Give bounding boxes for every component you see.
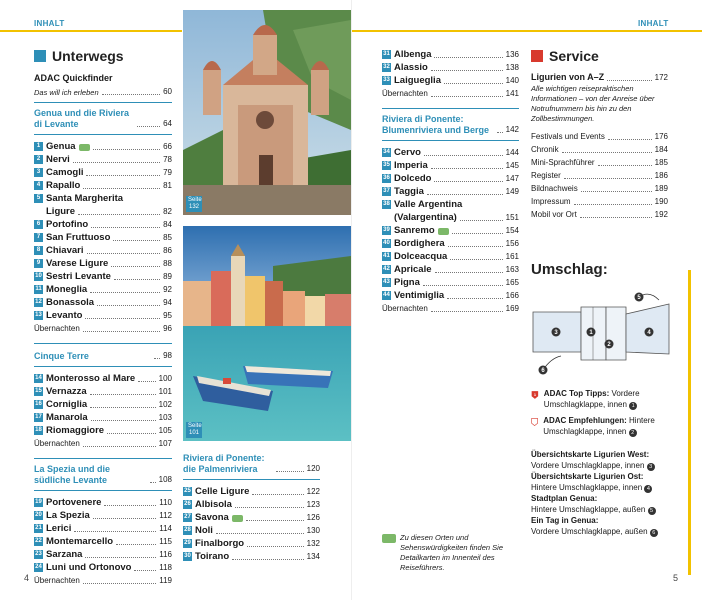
diagram-marker <box>605 340 614 349</box>
list-item[interactable] <box>34 218 172 231</box>
list-item[interactable] <box>34 244 172 257</box>
ponente-items <box>183 485 320 563</box>
page-ref: 154 <box>505 226 519 235</box>
list-item[interactable] <box>382 61 519 74</box>
item-name: Mini-Sprachführer <box>531 158 595 167</box>
item-name: Albenga <box>394 49 432 60</box>
location-number: 32 <box>383 64 390 70</box>
item-name: Impressum <box>531 197 571 206</box>
diagram-marker <box>539 366 548 375</box>
location-number: 14 <box>35 375 42 381</box>
column-blumen <box>382 48 519 573</box>
location-number: 10 <box>35 273 42 279</box>
detail-map-icon <box>382 534 396 543</box>
list-item[interactable] <box>34 296 172 309</box>
location-number: 9 <box>34 259 43 268</box>
page-ref: 84 <box>163 220 172 229</box>
item-name: Noli <box>195 525 213 536</box>
page-ref: 96 <box>163 324 172 333</box>
list-item[interactable] <box>531 169 668 182</box>
page-ref: 186 <box>654 171 668 180</box>
location-number: 15 <box>35 388 42 394</box>
list-item[interactable] <box>382 289 519 302</box>
location-number: 19 <box>35 499 42 505</box>
location-number: 4 <box>34 181 43 190</box>
location-number: 24 <box>35 564 42 570</box>
page-ref: 115 <box>159 537 172 546</box>
photo-page-badge: Seite 101 <box>188 423 202 436</box>
list-item[interactable] <box>183 550 320 563</box>
overnight-row: Übernachten 169 <box>382 304 519 313</box>
location-number: 22 <box>35 538 42 544</box>
page-ref: 86 <box>163 246 172 255</box>
ref-badge: 5 <box>648 507 656 515</box>
item-name: Montemarcello <box>46 536 114 547</box>
group-head[interactable]: Genua und die Riviera di Levante 64 <box>34 108 172 129</box>
page-gutter <box>351 0 352 600</box>
page-ref: 184 <box>654 145 668 154</box>
umschlag-refs <box>531 449 668 537</box>
page-ref: 95 <box>163 311 172 320</box>
overnight-label: Übernachten <box>34 576 80 585</box>
overnight-row[interactable] <box>34 574 172 587</box>
location-number: 16 <box>35 401 42 407</box>
page-ref: 176 <box>654 132 668 141</box>
cover-reference: Übersichtskarte Ligurien Ost: Hintere Umschlagklappe, innen 4 <box>531 471 668 493</box>
item-name: Camogli <box>46 167 84 178</box>
location-number: 6 <box>34 220 43 229</box>
location-number: 35 <box>383 162 390 168</box>
group-head-blumen: Riviera di Ponente: Blumenriviera und Berge 142 <box>382 114 519 135</box>
list-item[interactable] <box>34 166 172 179</box>
item-name: Varese Ligure <box>46 258 109 269</box>
ref-badge: 2 <box>629 429 637 437</box>
list-item[interactable] <box>531 208 668 221</box>
page-ref: 192 <box>654 210 668 219</box>
header-label-right: INHALT <box>638 19 669 28</box>
blue-square-icon <box>34 50 46 62</box>
svg-text:3: 3 <box>554 330 558 337</box>
group-head-ponente: Riviera di Ponente: die Palmenriviera 120 <box>183 453 320 474</box>
item-name: Dolceacqua <box>394 251 448 262</box>
list-item[interactable] <box>34 309 172 322</box>
page-ref: 122 <box>306 487 320 496</box>
location-number: 30 <box>184 553 191 559</box>
item-name: Corniglia <box>46 399 88 410</box>
page-ref: 116 <box>159 550 172 559</box>
page-ref: 89 <box>163 272 172 281</box>
page-ref: 126 <box>306 513 320 522</box>
page-ref: 118 <box>159 563 172 572</box>
location-number: 38 <box>383 201 390 207</box>
ref-badge: 4 <box>644 485 652 493</box>
svg-text:1: 1 <box>589 330 593 337</box>
list-item[interactable] <box>382 237 519 250</box>
page-ref: 156 <box>505 239 519 248</box>
overnight-label: Übernachten <box>34 324 80 333</box>
page-ref: 60 <box>163 87 172 96</box>
item-name: San Fruttuoso <box>46 232 111 243</box>
list-item[interactable] <box>34 257 172 270</box>
location-number: 11 <box>35 286 42 292</box>
photo-church-portofino <box>183 10 351 215</box>
page-ref: 166 <box>505 291 519 300</box>
unterwegs-groups <box>34 108 172 587</box>
overnight-row: Übernachten 141 <box>382 89 519 98</box>
item-name: Lerici <box>46 523 72 534</box>
page-number-left: 4 <box>24 573 30 583</box>
cover-reference: Stadtplan Genua: Hintere Umschlagklappe, außen 5 <box>531 493 668 515</box>
photo-cinque-terre-harbor <box>183 226 351 441</box>
location-number: 37 <box>383 188 390 194</box>
item-name: Santa Margherita <box>46 193 124 204</box>
list-item[interactable] <box>531 182 668 195</box>
item-name: (Valargentina) <box>394 212 457 223</box>
location-number: 18 <box>35 427 42 433</box>
item-name: Laigueglia <box>394 75 441 86</box>
page-ref: 132 <box>306 539 320 548</box>
page-ref: 78 <box>163 155 172 164</box>
list-item[interactable] <box>34 385 172 398</box>
adac-top-tipps: 1 ADAC Top Tipps: Vordere Umschlagklappe, innen 1 <box>531 388 668 410</box>
page-ref: 110 <box>159 498 172 507</box>
item-name: Dolcedo <box>394 173 432 184</box>
page-ref: 140 <box>505 76 519 85</box>
page-ref: 138 <box>505 63 519 72</box>
item-name: Finalborgo <box>195 538 245 549</box>
ref-badge: 6 <box>650 529 658 537</box>
item-name: Alassio <box>394 62 428 73</box>
empfehlung-icon <box>531 415 538 429</box>
service-az: Ligurien von A–Z 172 Alle wichtigen reisepraktischen Informationen – von der Anreise über Notrufnummern bis hin zu den Zollbestimmungen. <box>531 72 668 123</box>
list-item[interactable] <box>34 205 172 218</box>
list-item[interactable] <box>183 485 320 498</box>
item-name: Portofino <box>46 219 89 230</box>
location-number: 17 <box>35 414 42 420</box>
list-item[interactable] <box>34 424 172 437</box>
cover-reference: Ein Tag in Genua: Vordere Umschlagklappe, außen 6 <box>531 515 668 537</box>
svg-text:2: 2 <box>607 342 611 349</box>
list-item[interactable] <box>34 283 172 296</box>
column-ponente <box>183 453 320 563</box>
item-name: Nervi <box>46 154 70 165</box>
list-item[interactable] <box>382 276 519 289</box>
page-ref: 85 <box>163 233 172 242</box>
item-name: Bordighera <box>394 238 445 249</box>
item-name: Moneglia <box>46 284 88 295</box>
list-item[interactable] <box>382 185 519 198</box>
page-ref: 190 <box>654 197 668 206</box>
list-item[interactable] <box>34 372 172 385</box>
item-name: Vernazza <box>46 386 87 397</box>
location-number: 28 <box>184 527 191 533</box>
location-number: 26 <box>184 501 191 507</box>
item-name: Mobil vor Ort <box>531 210 577 219</box>
detail-map-icon <box>79 144 90 151</box>
svg-text:6: 6 <box>541 368 545 375</box>
page-ref: 145 <box>505 161 519 170</box>
location-number: 43 <box>383 279 390 285</box>
column-unterwegs <box>34 48 172 587</box>
page-ref: 163 <box>505 265 519 274</box>
list-item[interactable] <box>183 511 320 524</box>
list-item[interactable] <box>382 48 519 61</box>
list-item[interactable] <box>382 146 519 159</box>
item-name: Chronik <box>531 145 559 154</box>
item-name: Sanremo <box>394 225 435 236</box>
header-label-left: INHALT <box>34 19 65 28</box>
quickfinder-sub: Das will ich erleben <box>34 88 99 97</box>
list-item[interactable] <box>34 140 172 153</box>
item-name: Chiavari <box>46 245 84 256</box>
item-name: Taggia <box>394 186 424 197</box>
list-item[interactable] <box>382 159 519 172</box>
col3-top-items <box>382 48 519 87</box>
item-name: Apricale <box>394 264 432 275</box>
page-ref: 101 <box>158 387 172 396</box>
page-ref: 165 <box>505 278 519 287</box>
page-ref: 82 <box>163 207 172 216</box>
location-number: 2 <box>34 155 43 164</box>
page-ref: 66 <box>163 142 172 151</box>
item-name: Luni und Ortonovo <box>46 562 132 573</box>
page-ref: 123 <box>306 500 320 509</box>
diagram-marker <box>635 293 644 302</box>
page-ref: 88 <box>163 259 172 268</box>
location-number: 31 <box>383 51 390 57</box>
item-name: Toirano <box>195 551 230 562</box>
group-head[interactable]: Cinque Terre 98 <box>34 351 172 361</box>
footnote: Zu diesen Orten und Sehenswürdigkeiten finden Sie Detailkarten im Innenteil des Reiseführers. <box>382 533 519 573</box>
svg-text:4: 4 <box>647 330 651 337</box>
list-item[interactable] <box>382 211 519 224</box>
quickfinder-label: ADAC Quickfinder <box>34 73 113 83</box>
detail-map-icon <box>232 515 243 522</box>
list-item[interactable] <box>183 498 320 511</box>
location-number: 34 <box>383 149 390 155</box>
ref-badge: 3 <box>647 463 655 471</box>
page-ref: 114 <box>159 524 172 533</box>
location-number: 42 <box>383 266 390 272</box>
location-number: 36 <box>383 175 390 181</box>
location-number: 20 <box>35 512 42 518</box>
page-ref: 112 <box>159 511 172 520</box>
list-item[interactable] <box>34 522 172 535</box>
umschlag-diagram <box>531 282 671 377</box>
page-ref: 161 <box>505 252 519 261</box>
location-number: 1 <box>34 142 43 151</box>
item-name: Bonassola <box>46 297 95 308</box>
section-title-unterwegs: Unterwegs <box>34 48 172 64</box>
location-number: 7 <box>34 233 43 242</box>
blumen-items <box>382 146 519 302</box>
page-number-right: 5 <box>673 573 679 583</box>
item-name: La Spezia <box>46 510 90 521</box>
group-head[interactable]: La Spezia und die südliche Levante 108 <box>34 464 172 485</box>
item-name: Register <box>531 171 561 180</box>
location-number: 23 <box>35 551 42 557</box>
overnight-row[interactable] <box>34 437 172 450</box>
list-item[interactable] <box>531 195 668 208</box>
page-ref: 147 <box>505 174 519 183</box>
item-name: Ligure <box>46 206 76 217</box>
page-ref: 151 <box>505 213 519 222</box>
list-item[interactable] <box>531 130 668 143</box>
page-ref: 189 <box>654 184 668 193</box>
location-number: 33 <box>383 77 390 83</box>
item-name: Valle Argentina <box>394 199 463 210</box>
item-name: Ventimiglia <box>394 290 445 301</box>
page-ref: 136 <box>505 50 519 59</box>
list-item[interactable] <box>34 153 172 166</box>
page-ref: 149 <box>505 187 519 196</box>
diagram-marker <box>587 328 596 337</box>
page-ref: 100 <box>158 374 172 383</box>
page-ref: 105 <box>158 426 172 435</box>
svg-text:5: 5 <box>637 295 641 302</box>
location-number: 13 <box>35 312 42 318</box>
item-name: Festivals und Events <box>531 132 605 141</box>
list-item[interactable] <box>34 548 172 561</box>
umschlag-section <box>531 261 668 537</box>
column-service <box>531 48 668 537</box>
location-number: 29 <box>184 540 191 546</box>
location-number: 44 <box>383 292 390 298</box>
location-number: 27 <box>184 514 191 520</box>
item-name: Levanto <box>46 310 83 321</box>
list-item[interactable] <box>34 231 172 244</box>
location-number: 40 <box>383 240 390 246</box>
location-number: 25 <box>184 488 191 494</box>
detail-map-icon <box>438 228 449 235</box>
top-tipp-icon <box>531 388 539 402</box>
location-number: 3 <box>34 168 43 177</box>
list-item[interactable] <box>183 524 320 537</box>
list-item[interactable] <box>382 172 519 185</box>
item-name: Celle Ligure <box>195 486 250 497</box>
ref-badge: 1 <box>629 402 637 410</box>
yellow-side-bar <box>688 270 691 575</box>
location-number: 21 <box>35 525 42 531</box>
item-name: Genua <box>46 141 76 152</box>
location-number: 5 <box>34 194 43 203</box>
list-item[interactable] <box>382 250 519 263</box>
list-item[interactable] <box>34 192 172 205</box>
page-ref: 185 <box>654 158 668 167</box>
page-ref: 92 <box>163 285 172 294</box>
page-ref: 144 <box>505 148 519 157</box>
item-name: Sarzana <box>46 549 83 560</box>
cover-reference: Übersichtskarte Ligurien West: Vordere Umschlagklappe, innen 3 <box>531 449 668 471</box>
location-number: 39 <box>383 227 390 233</box>
item-name: Riomaggiore <box>46 425 105 436</box>
list-item[interactable] <box>183 537 320 550</box>
list-item[interactable] <box>34 398 172 411</box>
item-name: Pigna <box>394 277 420 288</box>
list-item[interactable] <box>34 509 172 522</box>
header-rule-left <box>0 30 182 32</box>
quickfinder <box>34 72 172 98</box>
umschlag-title: Umschlag: <box>531 261 608 278</box>
item-name: Rapallo <box>46 180 81 191</box>
list-item[interactable] <box>34 535 172 548</box>
list-item[interactable] <box>382 74 519 87</box>
list-item[interactable] <box>382 263 519 276</box>
item-name: Portovenere <box>46 497 102 508</box>
service-items <box>531 130 668 221</box>
page-ref: 79 <box>163 168 172 177</box>
page-ref: 103 <box>158 413 172 422</box>
photo-page-badge: Seite 132 <box>188 197 202 210</box>
item-name: Bildnachweis <box>531 184 578 193</box>
list-item[interactable] <box>382 224 519 237</box>
overnight-label: Übernachten <box>34 439 80 448</box>
item-name: Cervo <box>394 147 421 158</box>
page-ref: 94 <box>163 298 172 307</box>
list-item[interactable] <box>382 198 519 211</box>
item-name: Albisola <box>195 499 232 510</box>
list-item[interactable] <box>34 496 172 509</box>
location-number: 8 <box>34 246 43 255</box>
page-ref: 130 <box>306 526 320 535</box>
overnight-row[interactable] <box>34 322 172 335</box>
section-title-service: Service <box>531 48 668 64</box>
diagram-marker <box>645 328 654 337</box>
item-name: Imperia <box>394 160 428 171</box>
item-name: Savona <box>195 512 229 523</box>
adac-empfehlungen: ADAC Empfehlungen: Hintere Umschlagklappe, innen 2 <box>531 415 668 437</box>
red-square-icon <box>531 50 543 62</box>
page-ref: 134 <box>306 552 320 561</box>
page-ref: 107 <box>158 439 172 448</box>
page-ref: 102 <box>158 400 172 409</box>
item-name: Manarola <box>46 412 88 423</box>
list-item[interactable] <box>34 411 172 424</box>
location-number: 12 <box>35 299 42 305</box>
item-name: Sestri Levante <box>46 271 111 282</box>
svg-text:1: 1 <box>533 391 536 397</box>
list-item[interactable] <box>34 179 172 192</box>
location-number: 41 <box>383 253 390 259</box>
list-item[interactable] <box>531 143 668 156</box>
item-name: Monterosso al Mare <box>46 373 136 384</box>
page-ref: 81 <box>163 181 172 190</box>
list-item[interactable] <box>34 561 172 574</box>
diagram-marker <box>552 328 561 337</box>
header-rule-right <box>352 30 702 32</box>
page-ref: 119 <box>159 576 172 585</box>
list-item[interactable] <box>531 156 668 169</box>
list-item[interactable] <box>34 270 172 283</box>
